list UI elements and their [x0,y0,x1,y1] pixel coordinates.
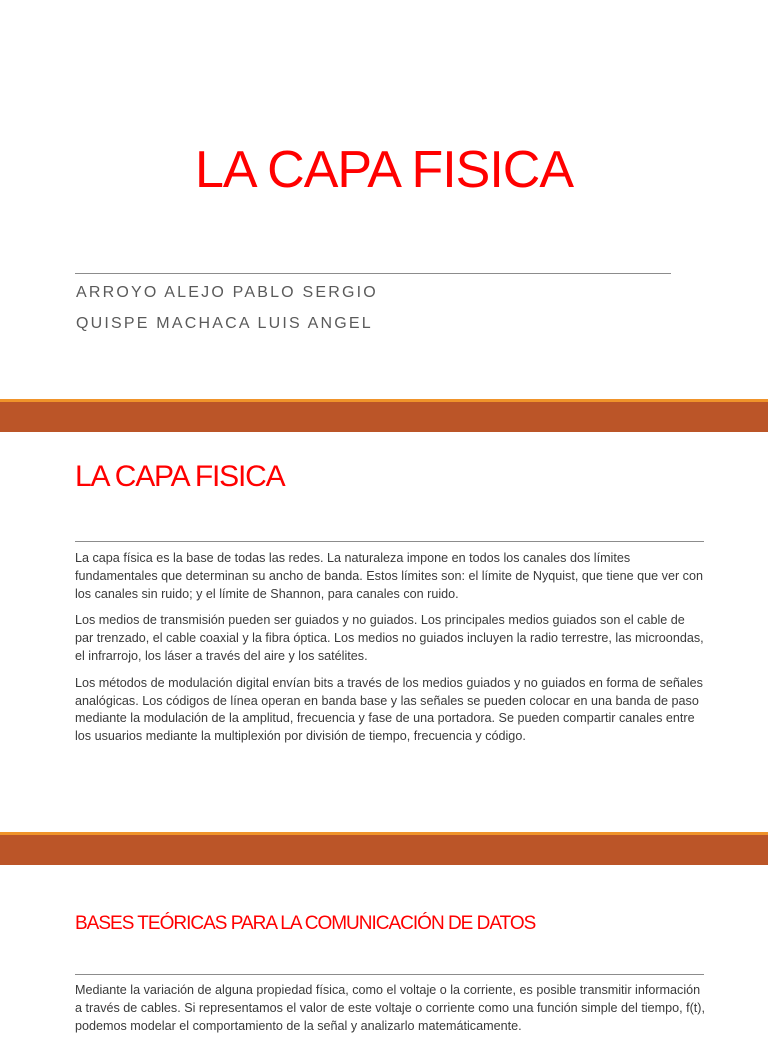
content-slide-2 [0,865,768,1033]
paragraph: La capa física es la base de todas las redes. La naturaleza impone en todos los canales dos límites fundamentales que determinan su ancho de banda. Estos límites son: el límite de Nyquist, que tiene que ver con los canales sin ruido; y el límite de Shannon, para canales con ruido. [75,551,703,601]
slide-title: LA CAPA FISICA [75,460,285,493]
slide-title: BASES TEÓRICAS PARA LA COMUNICACIÓN DE DATOS [75,913,536,934]
paragraph: Los métodos de modulación digital envían bits a través de los medios guiados y no guiados en forma de señales analógicas. Los códigos de línea operan en banda base y las señales se pueden colocar en una banda de paso mediante la modulación de la amplitud, frecuencia y fase de una portadora. Se pueden compartir canales entre los usuarios mediante la multiplexión por división de tiempo, frecuencia y código. [75,675,703,744]
title-slide [0,0,768,400]
slide-body [75,550,705,755]
slide-body [75,982,705,1044]
presentation-title: LA CAPA FISICA [194,141,574,199]
slide-separator [0,832,768,865]
author-1: ARROYO ALEJO PABLO SERGIO [76,284,378,301]
title-divider [75,974,704,975]
paragraph: Mediante la variación de alguna propiedad física, como el voltaje o la corriente, es posible transmitir información a través de cables. Si representamos el valor de este voltaje o corriente como una función simple del tiempo, f(t), podemos modelar el comportamiento de la señal y analizarlo matemáticamente. [75,983,706,1033]
title-divider [75,273,671,274]
title-divider [75,541,704,542]
slide-separator [0,399,768,432]
paragraph: Los medios de transmisión pueden ser guiados y no guiados. Los principales medios guiados son el cable de par trenzado, el cable coaxial y la fibra óptica. Los medios no guiados incluyen la radio terrestre, las microondas, el infrarrojo, los láser a través del aire y los satélites. [75,613,704,663]
content-slide-1 [0,432,768,832]
author-2: QUISPE MACHACA LUIS ANGEL [76,315,373,332]
